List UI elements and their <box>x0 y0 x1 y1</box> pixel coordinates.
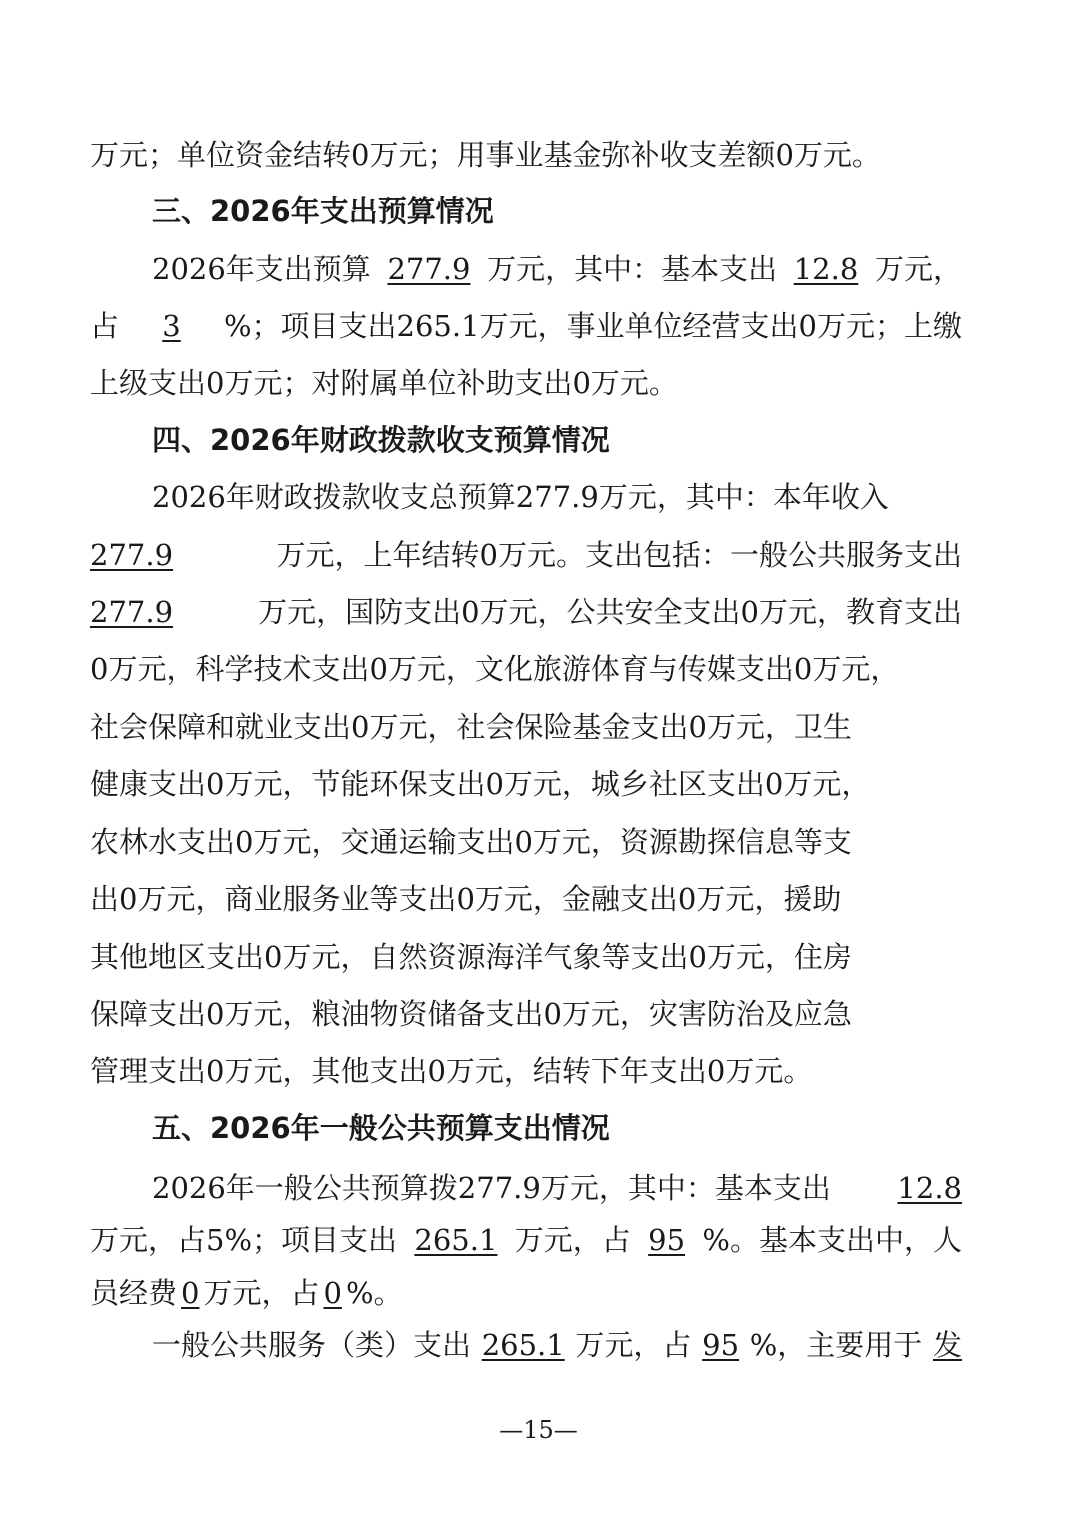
paragraph-line: 社会保障和就业支出0万元，社会保险基金支出0万元，卫生 <box>90 710 852 744</box>
paragraph-line: 农林水支出0万元，交通运输支出0万元，资源勘探信息等支 <box>90 825 852 859</box>
paragraph-line: 277.9 万元，上年结转0万元。支出包括：一般公共服务支出 <box>90 535 962 575</box>
underlined-value: 277.9 <box>387 252 471 286</box>
paragraph-line: 万元，占5%；项目支出 265.1 万元，占 95 %。基本支出中，人 <box>90 1220 962 1260</box>
underlined-value: 95 <box>702 1328 740 1362</box>
section-heading-5: 五、2026年一般公共预算支出情况 <box>152 1111 610 1145</box>
underlined-value: 发 <box>932 1328 962 1362</box>
paragraph-line: 万元；单位资金结转0万元；用事业基金弥补收支差额0万元。 <box>90 138 881 172</box>
paragraph-line: 管理支出0万元，其他支出0万元，结转下年支出0万元。 <box>90 1054 813 1088</box>
paragraph-line: 上级支出0万元；对附属单位补助支出0万元。 <box>90 366 678 400</box>
paragraph-line: 277.9 万元，国防支出0万元，公共安全支出0万元，教育支出 <box>90 592 962 632</box>
underlined-value: 277.9 <box>90 538 174 572</box>
underlined-value: 0 <box>181 1276 200 1310</box>
underlined-value: 277.9 <box>90 595 174 629</box>
page-number: —15— <box>499 1416 578 1444</box>
underlined-value: 0 <box>323 1276 342 1310</box>
underlined-value: 3 <box>162 309 181 343</box>
underlined-value: 12.8 <box>793 252 859 286</box>
paragraph-line: 2026年支出预算 277.9 万元，其中：基本支出 12.8 万元， <box>152 249 962 289</box>
section-heading-4: 四、2026年财政拨款收支预算情况 <box>152 423 610 457</box>
underlined-value: 12.8 <box>897 1171 962 1205</box>
paragraph-line: 其他地区支出0万元，自然资源海洋气象等支出0万元，住房 <box>90 940 852 974</box>
paragraph-line: 占 3 %；项目支出265.1万元，事业单位经营支出0万元；上缴 <box>90 306 962 346</box>
paragraph-line: 出0万元，商业服务业等支出0万元，金融支出0万元，援助 <box>90 882 842 916</box>
section-heading-3: 三、2026年支出预算情况 <box>152 194 494 228</box>
paragraph-line: 2026年一般公共预算拨277.9万元，其中：基本支出 12.8 <box>152 1168 962 1208</box>
paragraph-line: 保障支出0万元，粮油物资储备支出0万元，灾害防治及应急 <box>90 997 852 1031</box>
underlined-value: 265.1 <box>414 1223 498 1257</box>
paragraph-line: 0万元，科学技术支出0万元，文化旅游体育与传媒支出0万元， <box>90 652 900 686</box>
paragraph-line: 一般公共服务（类）支出 265.1 万元，占 95 %，主要用于 发 <box>152 1325 962 1365</box>
underlined-value: 95 <box>648 1223 686 1257</box>
paragraph-line: 员经费 0 万元，占 0 %。 <box>90 1273 962 1313</box>
paragraph-line: 健康支出0万元，节能环保支出0万元，城乡社区支出0万元， <box>90 767 871 801</box>
paragraph-line: 2026年财政拨款收支总预算277.9万元，其中：本年收入 <box>152 480 889 514</box>
underlined-value: 265.1 <box>481 1328 565 1362</box>
